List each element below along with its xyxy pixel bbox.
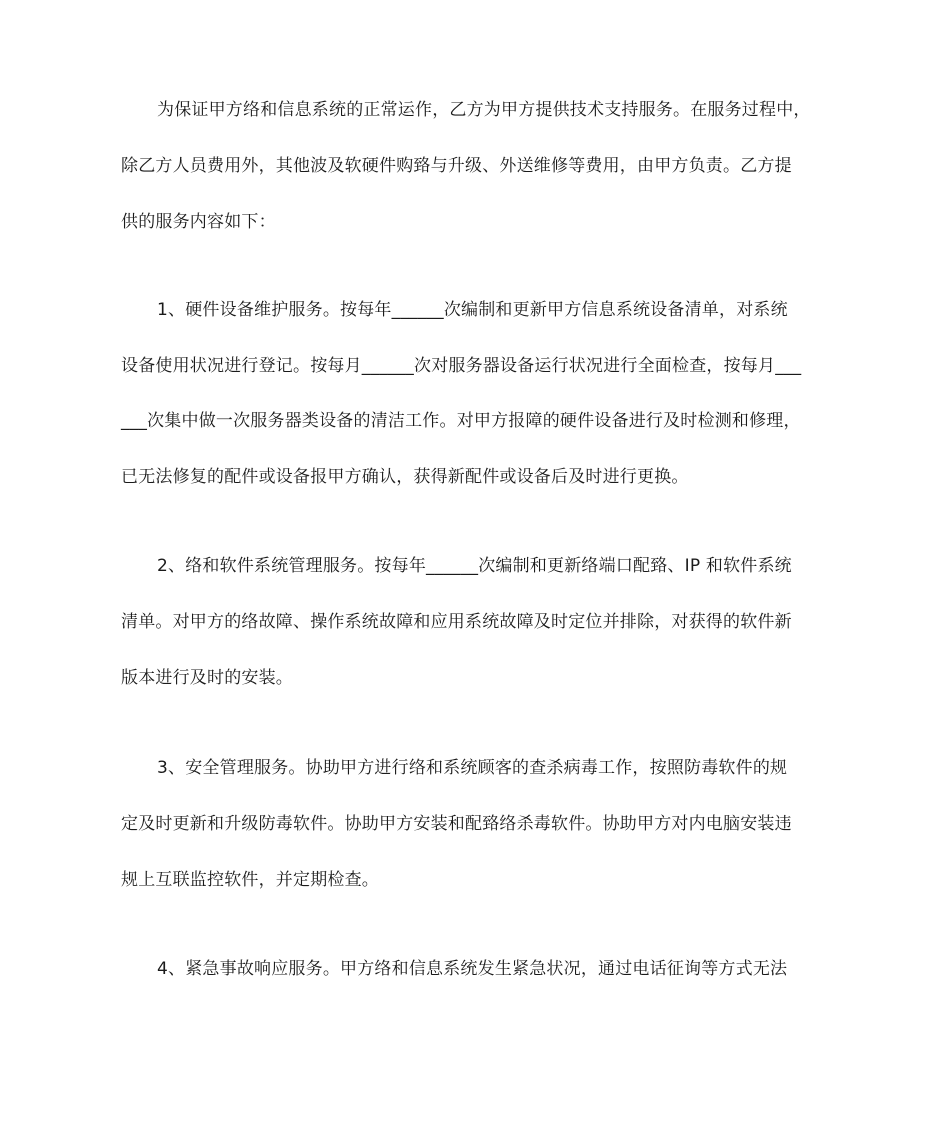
- intro-paragraph-line-2: 除乙方人员费用外，其他波及软硬件购臵与升级、外送维修等费用，由甲方负责。乙方提: [121, 156, 792, 176]
- emergency-service-line-1: 4、紧急事故响应服务。甲方络和信息系统发生紧急状况，通过电话征询等方式无法: [157, 959, 788, 979]
- intro-paragraph-line-1: 为保证甲方络和信息系统的正常运作，乙方为甲方提供技术支持服务。在服务过程中，: [157, 100, 811, 120]
- hardware-service-line-4: 已无法修复的配件或设备报甲方确认，获得新配件或设备后及时进行更换。: [121, 467, 689, 487]
- hardware-service-line-3: ___次集中做一次服务器类设备的清洁工作。对甲方报障的硬件设备进行及时检测和修理，: [121, 411, 801, 431]
- network-service-line-3: 版本进行及时的安装。: [121, 668, 293, 688]
- network-service-line-2: 清单。对甲方的络故障、操作系统故障和应用系统故障及时定位并排除，对获得的软件新: [121, 612, 792, 632]
- network-service-line-1: 2、络和软件系统管理服务。按每年______次编制和更新络端口配臵、IP 和软件系统: [157, 556, 792, 576]
- hardware-service-line-2: 设备使用状况进行登记。按每月______次对服务器设备运行状况进行全面检查，按每月___: [121, 356, 802, 376]
- security-service-line-1: 3、安全管理服务。协助甲方进行络和系统顾客的查杀病毒工作，按照防毒软件的规: [157, 758, 788, 778]
- security-service-line-2: 定及时更新和升级防毒软件。协助甲方安装和配臵络杀毒软件。协助甲方对内电脑安装违: [121, 814, 792, 834]
- intro-paragraph-line-3: 供的服务内容如下：: [121, 212, 276, 232]
- hardware-service-line-1: 1、硬件设备维护服务。按每年______次编制和更新甲方信息系统设备清单，对系统: [157, 300, 788, 320]
- security-service-line-3: 规上互联监控软件，并定期检查。: [121, 870, 379, 890]
